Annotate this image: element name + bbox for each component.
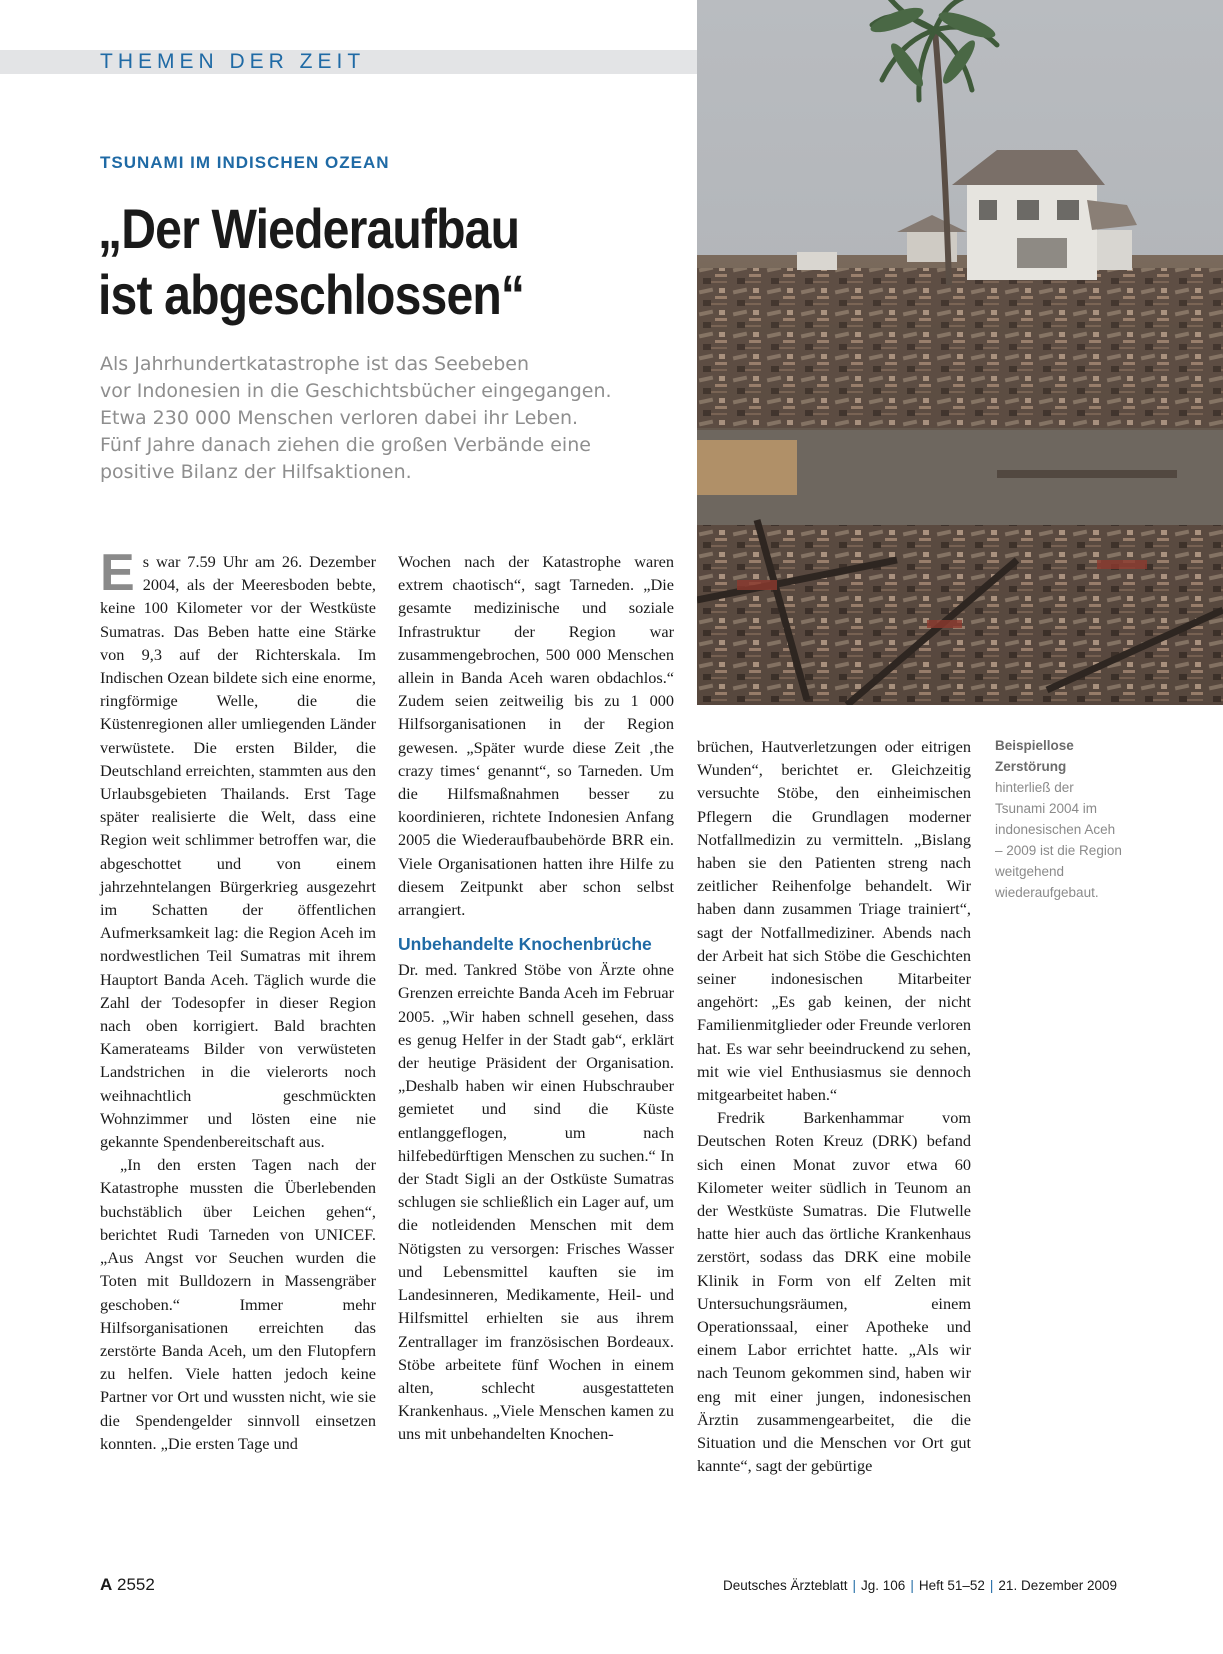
page-number xyxy=(100,1575,155,1595)
divider: | xyxy=(989,1578,994,1593)
text-column-1 xyxy=(100,544,376,1455)
subheading: Unbehandelte Knochenbrüche xyxy=(398,934,652,955)
headline-line-2: ist abgeschlossen“ xyxy=(98,263,525,326)
caption-bold: Beispiellose Zerstörung xyxy=(995,738,1074,774)
divider: | xyxy=(852,1578,857,1593)
lead-line: vor Indonesien in die Geschichtsbücher eingegangen. xyxy=(100,380,612,402)
headline-line-1: „Der Wiederaufbau xyxy=(98,197,520,260)
lead-line: Etwa 230 000 Menschen verloren dabei ihr Leben. xyxy=(100,407,579,429)
article-lead xyxy=(100,351,690,486)
text-column-3 xyxy=(697,735,971,1478)
divider: | xyxy=(910,1578,914,1593)
lead-line: positive Bilanz der Hilfsaktionen. xyxy=(100,461,412,483)
paragraph: Fredrik Barkenhammar vom Deutschen Roten Kreuz (DRK) befand sich einen Monat zuvor etwa 60 Kilometer weiter südlich in Teunom an der Westküste Sumatras. Die Flutwelle hatte hier auch das örtliche Krankenhaus zerstört, sodass das DRK eine mobile Klinik in Form von elf Zelten mit Untersuchungsräumen, einem Operationssaal, einer Apotheke und einem Labor errichtet hatte. „Als wir nach Teunom gekommen sind, haben wir eng mit einer jungen, indonesischen Ärztin zusammengearbeitet, die die Situation und die Menschen vor Ort gut kannte“, sagt der gebürtige xyxy=(697,1108,971,1476)
publication-info xyxy=(723,1578,1117,1593)
paragraph: Wochen nach der Katastrophe waren extrem chaotisch“, sagt Tarneden. „Die gesamte medizinische und soziale Infrastruktur der Region war zusammengebrochen, 500 000 Menschen allein in Banda Aceh waren obdachlos.“ Zudem seien zeitweilig bis zu 1 000 Hilfsorganisationen in der Region gewesen. „Später wurde diese Zeit ‚the crazy times‘ genannt“, so Tarneden. Um die Hilfsmaßnahmen besser zu koordinieren, richtete Indonesien Anfang 2005 die Wiederaufbaubehörde BRR ein. Viele Organisationen hatten ihre Hilfe zu diesem Zeitpunkt aber schon selbst arrangiert. xyxy=(398,552,674,920)
article-kicker: TSUNAMI IM INDISCHEN OZEAN xyxy=(100,153,390,172)
page-prefix: A xyxy=(100,1575,113,1594)
paragraph: Dr. med. Tankred Stöbe von Ärzte ohne Grenzen erreichte Banda Aceh im Februar 2005. „Wir haben schnell gesehen, dass es genug Helfer in der Stadt gab“, erklärt der heutige Präsident der Organisation. „Deshalb haben wir einen Hubschrauber gemietet und sind die Küste entlanggeflogen, um nach hilfebedürftigen Menschen zu suchen.“ In der Stadt Sigli an der Ostküste Sumatras schlugen sie schließlich ein Lager auf, um die notleidenden Menschen mit dem Nötigsten zu versorgen: Frisches Wasser und Lebensmittel kauften sie im Landesinneren, Medikamente, Heil- und Hilfsmittel erhielten sie aus ihrem Zentrallager im französischen Bordeaux. Stöbe arbeitete fünf Wochen in einem alten, schlecht ausgestatteten Krankenhaus. „Viele Menschen kamen zu uns mit unbehandelten Knochen- xyxy=(398,960,674,1444)
issue-date: 21. Dezember 2009 xyxy=(998,1578,1117,1593)
article-headline xyxy=(98,196,614,328)
lead-line: Als Jahrhundertkatastrophe ist das Seebeben xyxy=(100,353,530,375)
paragraph xyxy=(100,544,376,1153)
lead-line: Fünf Jahre danach ziehen die großen Verbände eine xyxy=(100,434,591,456)
text-column-2 xyxy=(398,550,674,1446)
caption-text: hinterließ der Tsunami 2004 im indonesischen Aceh – 2009 ist die Region weitgehend wiederaufgebaut. xyxy=(995,780,1122,900)
section-label: THEMEN DER ZEIT xyxy=(100,50,366,73)
drop-cap: E xyxy=(100,544,135,602)
issue: Heft 51–52 xyxy=(918,1578,985,1593)
journal-name: Deutsches Ärzteblatt xyxy=(722,1578,848,1593)
paragraph: brüchen, Hautverletzungen oder eitrigen Wunden“, berichtet er. Gleichzeitig versuchte Stöbe, den einheimischen Pflegern die Grundlagen moderner Notfallmedizin zu vermitteln. „Bislang haben sie den Patienten streng nach zeitlicher Reihenfolge behandelt. Wir haben dann zusammen Triage trainiert“, sagt der Notfallmediziner. Abends nach der Arbeit hat sich Stöbe die Geschichten seiner indonesischen Mitarbeiter angehört: „Es gab keinen, der nicht Familienmitglieder oder Freunde verloren hat. Es war sehr beeindruckend zu sehen, mit wie viel Enthusiasmus sie dennoch mitgearbeitet haben.“ xyxy=(697,737,971,1105)
tsunami-destruction-photo xyxy=(697,0,1223,705)
volume: Jg. 106 xyxy=(861,1578,906,1593)
paragraph: „In den ersten Tagen nach der Katastrophe mussten die Überlebenden buchstäblich über Leichen gehen“, berichtet Rudi Tarneden von UNICEF. „Aus Angst vor Seuchen wurden die Toten mit Bulldozern in Massengräber geschoben.“ Immer mehr Hilfsorganisationen erreichten das zerstörte Banda Aceh, um den Flutopfern zu helfen. Viele hatten jedoch keine Partner vor Ort und wussten nicht, wie sie die Spendengelder sinnvoll einsetzen konnten. „Die ersten Tage und xyxy=(100,1155,376,1453)
page-number-value: 2552 xyxy=(117,1575,155,1594)
photo-caption xyxy=(995,735,1125,903)
paragraph-text: s war 7.59 Uhr am 26. Dezember 2004, als der Meeresboden bebte, keine 100 Kilometer vor der Westküste Sumatras. Das Beben hatte eine Stärke von 9,3 auf der Richterskala. Im Indischen Ozean bildete sich eine enorme, ringförmige Welle, die die Küstenregionen aller umliegenden Länder verwüstete. Die ersten Bilder, die Deutschland erreichten, stammten aus den Urlaubsgebieten Thailands. Erst Tage später realisierte die Welt, dass eine Region weit schlimmer betroffen war, die abgeschottet und von einem jahrzehntelangen Bürgerkrieg ausgezehrt im Schatten der öffentlichen Aufmerksamkeit lag: die Region Aceh im nordwestlichen Teil Sumatras mit ihrem Hauptort Banda Aceh. Täglich wurde die Zahl der Todesopfer in dieser Region nach oben korrigiert. Bald brachten Kamerateams Bilder von verwüsteten Landstrichen in die vielerorts noch weihnachtlich geschmückten Wohnzimmer und lösten eine nie gekannte Spendenbereitschaft aus. xyxy=(100,552,376,1152)
